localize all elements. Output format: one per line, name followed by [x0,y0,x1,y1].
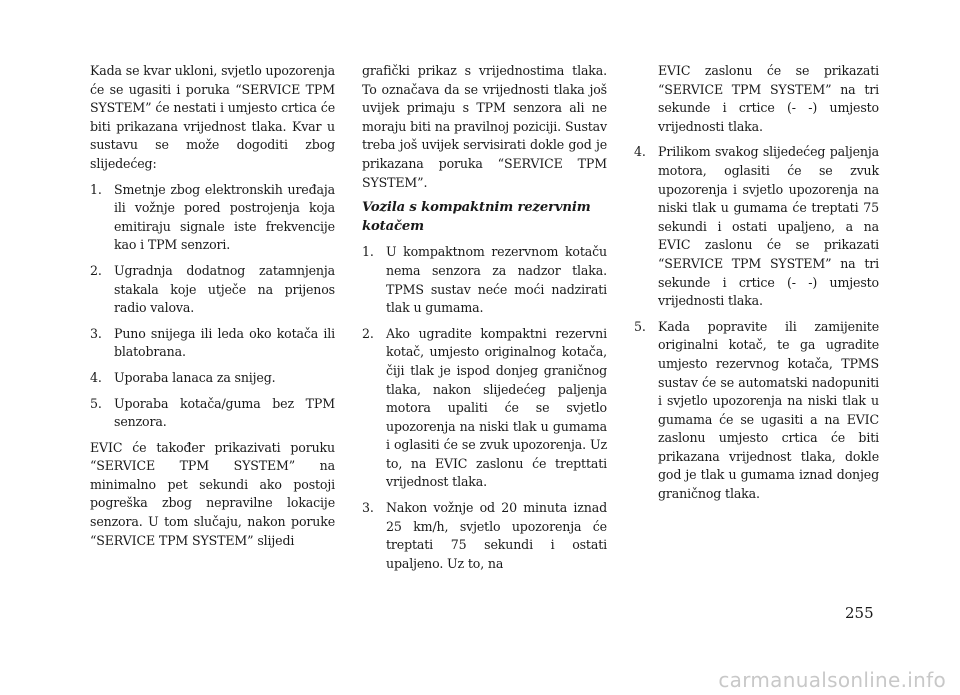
text-column-1 [90,62,335,557]
paragraph-outro: EVIC će također prikazivati poruku “SERVICE TPM SYSTEM” na minimalno pet sekundi ako postoji pogreška zbog nepravilne lokacije senzora. U tom slučaju, nakon poruke “SERVICE TPM SYSTEM” slijedi [90,439,335,548]
list-item: 2. Ugradnja dodatnog zatamnjenja stakala koje utječe na prijenos radio valova. [90,262,335,316]
list-item: 1. U kompaktnom rezervnom kotaču nema senzora za nadzor tlaka. TPMS sustav neće moći nadzirati tlak u gumama. [362,244,607,316]
paragraph-intro: Kada se kvar ukloni, svjetlo upozorenja će se ugasiti i poruka “SERVICE TPM SYSTEM” će nestati i umjesto crtica će biti prikazana vrijednost tlaka. Kvar u sustavu se može dogoditi zbog slijedećeg: [90,63,335,171]
list-item: 5. Uporaba kotača/guma bez TPM senzora. [90,395,335,430]
section-heading: Vozila s kompaktnim rezervnim kotačem [362,200,591,234]
text-column-2 [362,62,607,580]
paragraph-continued: grafički prikaz s vrijednostima tlaka. To označava da se vrijednosti tlaka još uvijek primaju s TPM senzora ali ne moraju biti na pravilnoj poziciji. Sustav treba još uvijek servisirati dokle god je prikazana poruka “SERVICE TPM SYSTEM”. [362,63,607,190]
page-number: 255 [845,604,874,622]
list-item: 2. Ako ugradite kompaktni rezervni kotač, umjesto originalnog kotača, čiji tlak je ispod donjeg graničnog tlaka, nakon slijedećeg paljenja motora upaliti će se svjetlo upozorenja na niski tlak u gumama i oglasiti će se zvuk upozorenja. Uz to, na EVIC zaslonu će trepttati vrijednost tlaka. [362,325,607,490]
watermark: carmanualsonline.info [718,668,946,692]
list-item: 3. Nakon vožnje od 20 minuta iznad 25 km/h, svjetlo upozorenja će treptati 75 sekundi i ostati upaljeno. Uz to, na [362,500,607,571]
list-item: 4. Uporaba lanaca za snijeg. [90,369,276,385]
text-column-3 [634,62,879,511]
list-item: 1. Smetnje zbog elektronskih uređaja ili vožnje pored postrojenja koja emitiraju signale iste frekvencije kao i TPM senzori. [90,181,335,253]
list-item: 3. Puno snijega ili leda oko kotača ili blatobrana. [90,325,335,360]
list-item: 4. Prilikom svakog slijedećeg paljenja motora, oglasiti će se zvuk upozorenja i svjetlo upozorenja na niski tlak u gumama će treptati 75 sekundi i ostati upaljeno, a na EVIC zaslonu će se prikazati “SERVICE TPM SYSTEM” na tri sekunde i crtice (- -) umjesto vrijednosti tlaka. [634,144,879,309]
list-item: 5. Kada popravite ili zamijenite originalni kotač, te ga ugradite umjesto rezervnog kotača, TPMS sustav će se automatski nadopuniti i svjetlo upozorenja na niski tlak u gumama će se ugasiti a na EVIC zaslonu umjesto crtica će biti prikazana vrijednost tlaka, dokle god je tlak u gumama iznad donjeg graničnog tlaka. [634,318,879,502]
list-item-continued: EVIC zaslonu će se prikazati “SERVICE TPM SYSTEM” na tri sekunde i crtice (- -) umjesto vrijednosti tlaka. [658,63,879,134]
